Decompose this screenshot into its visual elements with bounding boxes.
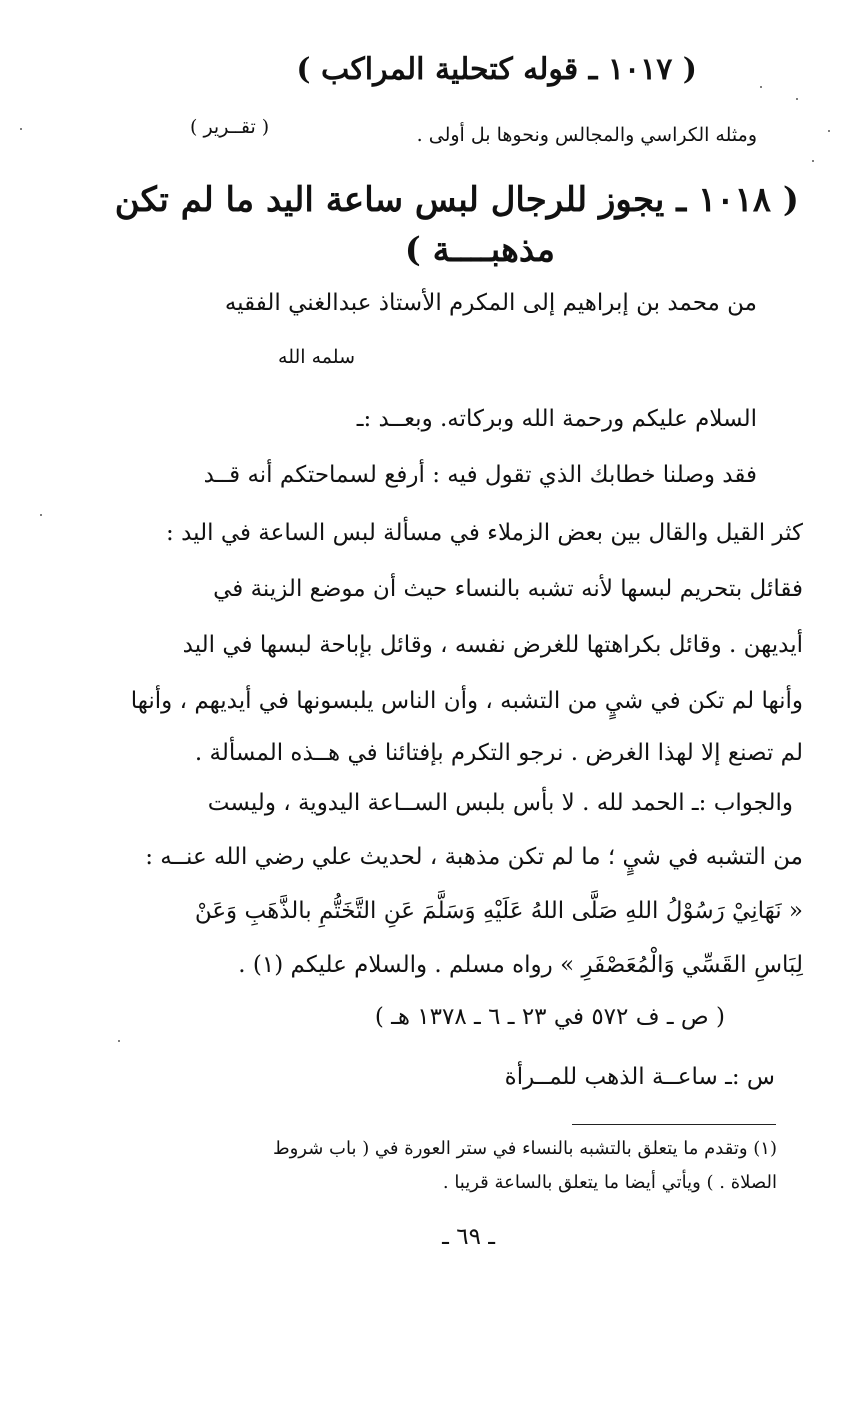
letter-greeting: السلام عليكم ورحمة الله وبركاته. وبعــد :ـ [356, 406, 757, 432]
letter-paragraph-line: لم تصنع إلا لهذا الغرض . نرجو التكرم بإفتائنا في هــذه المسألة . [194, 740, 803, 766]
answer-line: والجواب :ـ الحمد لله . لا بأس بلبس الســاعة اليدوية ، وليست [207, 790, 793, 816]
letter-paragraph-line: فقائل بتحريم لبسها لأنه تشبه بالنساء حيث أن موضع الزينة في [213, 576, 803, 602]
heading-1017: ( ١٠١٧ ـ قوله كتحلية المراكب ) [296, 52, 697, 87]
letter-paragraph-line: كثر القيل والقال بين بعض الزملاء في مسألة لبس الساعة في اليد : [166, 520, 803, 546]
footnote-line: (١) وتقدم ما يتعلق بالتشبه بالنساء في ستر العورة في ( باب شروط [272, 1138, 777, 1159]
letter-from-line: من محمد بن إبراهيم إلى المكرم الأستاذ عبدالغني الفقيه [224, 290, 757, 316]
page-number: ـ ٦٩ ـ [442, 1224, 495, 1250]
answer-line: من التشبه في شيٍ ؛ ما لم تكن مذهبة ، لحديث علي رضي الله عنــه : [145, 844, 803, 870]
intro-text: ومثله الكراسي والمجالس ونحوها بل أولى . [416, 124, 757, 146]
scan-speck [760, 86, 762, 88]
letter-paragraph-line: فقد وصلنا خطابك الذي تقول فيه : أرفع لسماحتكم أنه قــد [203, 462, 757, 488]
taqrir-label: ( تقــرير ) [190, 116, 270, 138]
scan-speck [118, 1040, 120, 1042]
scan-speck [20, 128, 22, 130]
letter-paragraph-line: أيديهن . وقائل بكراهتها للغرض نفسه ، وقائل بإباحة لبسها في اليد [182, 632, 803, 658]
scan-speck [40, 514, 42, 516]
hadith-line: « نَهَانِيْ رَسُوْلُ اللهِ صَلَّى اللهُ عَلَيْهِ وَسَلَّمَ عَنِ التَّخَتُّمِ بالذَّهَبِ وَعَنْ [194, 898, 803, 924]
scan-speck [812, 160, 814, 162]
heading-1018-line2: مذهبــــة ) [404, 230, 555, 270]
heading-1018-line1: ( ١٠١٨ ـ يجوز للرجال لبس ساعة اليد ما لم تكن [114, 180, 799, 220]
scan-speck [828, 130, 830, 132]
next-question: س :ـ ساعــة الذهب للمــرأة [504, 1064, 775, 1090]
letter-salamah: سلمه الله [278, 346, 355, 368]
letter-paragraph-line: وأنها لم تكن في شيٍ من التشبه ، وأن الناس يلبسونها في أيديهم ، وأنها [130, 688, 803, 714]
hadith-line: لِبَاسِ القَسِّي وَالْمُعَصْفَرِ » رواه مسلم . والسلام عليكم (١) . [238, 952, 803, 978]
footnote-line: الصلاة . ) ويأتي أيضا ما يتعلق بالساعة قريبا . [442, 1172, 777, 1193]
fatwa-reference: ( ص ـ ف ٥٧٢ في ٢٣ ـ ٦ ـ ١٣٧٨ هـ ) [374, 1004, 725, 1030]
scan-speck [796, 98, 798, 100]
footnote-divider [572, 1124, 776, 1125]
